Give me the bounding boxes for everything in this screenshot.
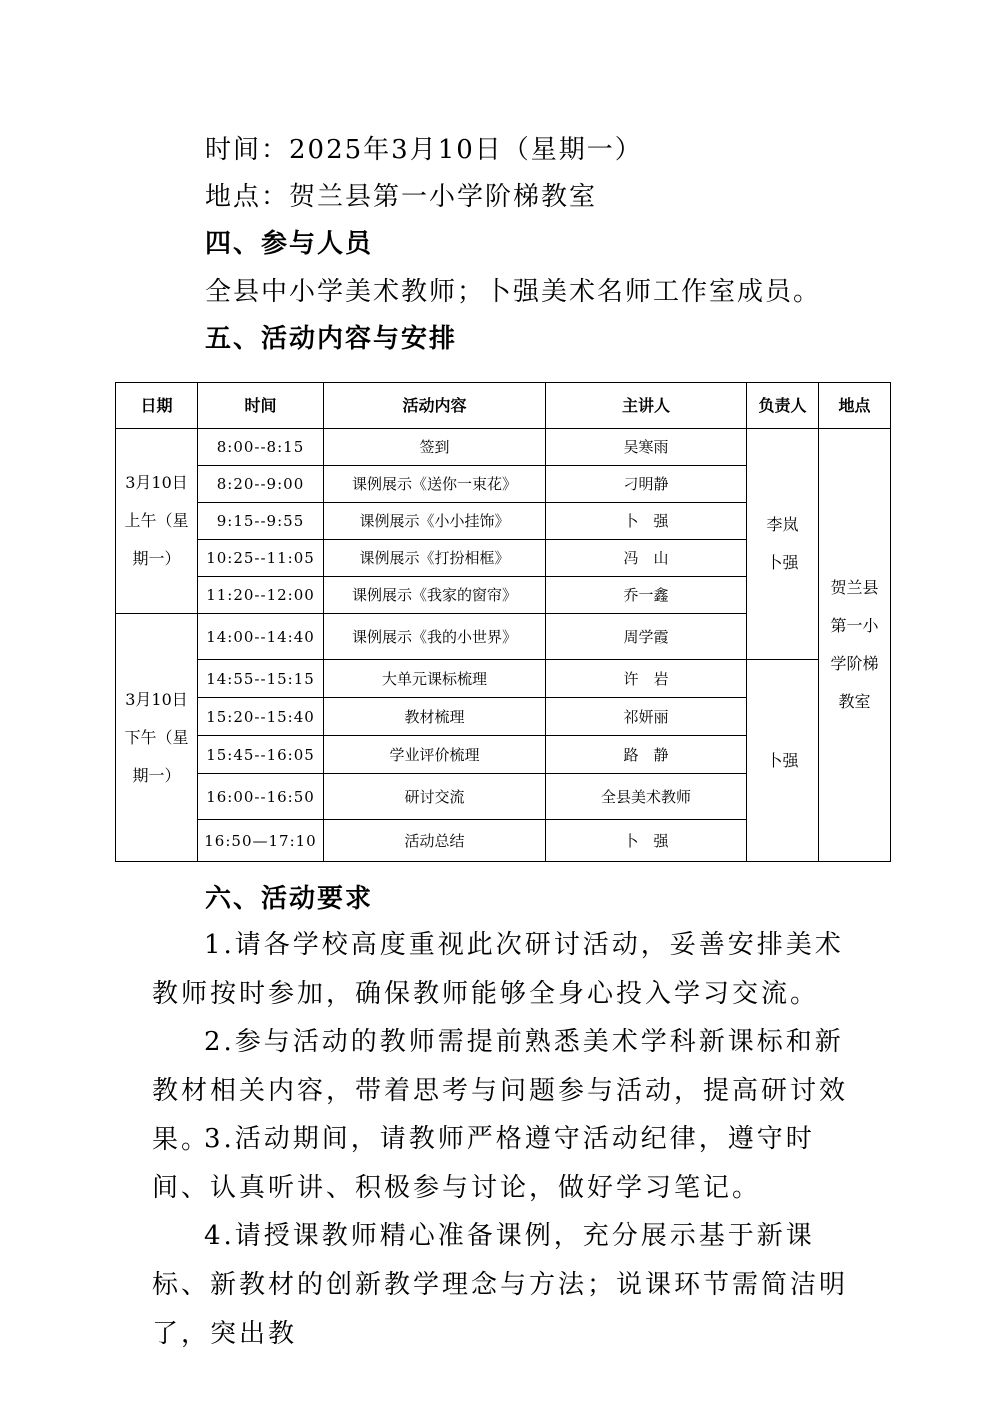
time-cell: 14:00--14:40 <box>198 614 324 660</box>
speaker-cell: 冯 山 <box>546 540 747 577</box>
content-cell: 活动总结 <box>324 820 546 862</box>
time-line: 时间：2025年3月10日（星期一） <box>205 135 643 165</box>
date-morning-text: 3月10日上午（星期一） <box>124 473 189 568</box>
participants-text: 全县中小学美术教师；卜强美术名师工作室成员。 <box>205 277 822 307</box>
speaker-cell: 路 静 <box>546 736 747 774</box>
table-row <box>116 660 891 698</box>
speaker-cell: 卜 强 <box>546 503 747 540</box>
content-cell: 课例展示《小小挂饰》 <box>324 503 546 540</box>
content-cell: 研讨交流 <box>324 774 546 820</box>
speaker-cell: 许 岩 <box>546 660 747 698</box>
content-cell: 教材梳理 <box>324 698 546 736</box>
header-place: 地点 <box>819 383 891 429</box>
content-cell: 课例展示《我家的窗帘》 <box>324 577 546 614</box>
schedule-table <box>115 382 891 862</box>
date-cell-afternoon <box>116 614 198 862</box>
speaker-cell: 祁妍丽 <box>546 698 747 736</box>
date-cell-morning <box>116 429 198 614</box>
time-cell: 15:45--16:05 <box>198 736 324 774</box>
lead-morning-text: 李岚卜强 <box>766 515 799 572</box>
table-row <box>116 429 891 466</box>
requirement-item-1: 1.请各学校高度重视此次研讨活动，妥善安排美术教师按时参加，确保教师能够全身心投入学习交流。 <box>152 930 844 1009</box>
speaker-cell: 周学霞 <box>546 614 747 660</box>
speaker-cell: 全县美术教师 <box>546 774 747 820</box>
header-content: 活动内容 <box>324 383 546 429</box>
section-heading-participants: 四、参与人员 <box>205 229 374 259</box>
content-cell: 课例展示《送你一束花》 <box>324 466 546 503</box>
time-cell: 9:15--9:55 <box>198 503 324 540</box>
place-line: 地点：贺兰县第一小学阶梯教室 <box>205 182 598 212</box>
header-speaker: 主讲人 <box>546 383 747 429</box>
content-cell: 课例展示《打扮相框》 <box>324 540 546 577</box>
content-cell: 课例展示《我的小世界》 <box>324 614 546 660</box>
requirement-item-4: 4.请授课教师精心准备课例，充分展示基于新课标、新教材的创新教学理念与方法；说课环节需简洁明了，突出教 <box>152 1221 849 1349</box>
speaker-cell: 乔一鑫 <box>546 577 747 614</box>
table-header-row <box>116 383 891 429</box>
time-cell: 10:25--11:05 <box>198 540 324 577</box>
header-time: 时间 <box>198 383 324 429</box>
speaker-cell: 卜 强 <box>546 820 747 862</box>
header-lead: 负责人 <box>747 383 819 429</box>
section-heading-schedule: 五、活动内容与安排 <box>205 324 458 354</box>
time-cell: 8:20--9:00 <box>198 466 324 503</box>
place-text: 贺兰县第一小学阶梯教室 <box>830 578 879 711</box>
lead-cell-morning <box>747 429 819 660</box>
content-cell: 签到 <box>324 429 546 466</box>
time-cell: 8:00--8:15 <box>198 429 324 466</box>
time-cell: 14:55--15:15 <box>198 660 324 698</box>
content-cell: 学业评价梳理 <box>324 736 546 774</box>
date-afternoon-text: 3月10日下午（星期一） <box>124 689 189 785</box>
time-cell: 16:00--16:50 <box>198 774 324 820</box>
place-cell <box>819 429 891 862</box>
time-cell: 11:20--12:00 <box>198 577 324 614</box>
speaker-cell: 吴寒雨 <box>546 429 747 466</box>
lead-cell-afternoon: 卜强 <box>747 660 819 862</box>
header-date: 日期 <box>116 383 198 429</box>
time-cell: 16:50—17:10 <box>198 820 324 862</box>
time-cell: 15:20--15:40 <box>198 698 324 736</box>
speaker-cell: 刁明静 <box>546 466 747 503</box>
section-heading-requirements: 六、活动要求 <box>205 884 374 914</box>
requirement-item-3: 3.活动期间，请教师严格遵守活动纪律，遵守时间、认真听讲、积极参与讨论，做好学习笔记。 <box>152 1124 815 1203</box>
requirement-item-2: 2.参与活动的教师需提前熟悉美术学科新课标和新教材相关内容，带着思考与问题参与活动，提高研讨效果。 <box>152 1027 849 1155</box>
content-cell: 大单元课标梳理 <box>324 660 546 698</box>
